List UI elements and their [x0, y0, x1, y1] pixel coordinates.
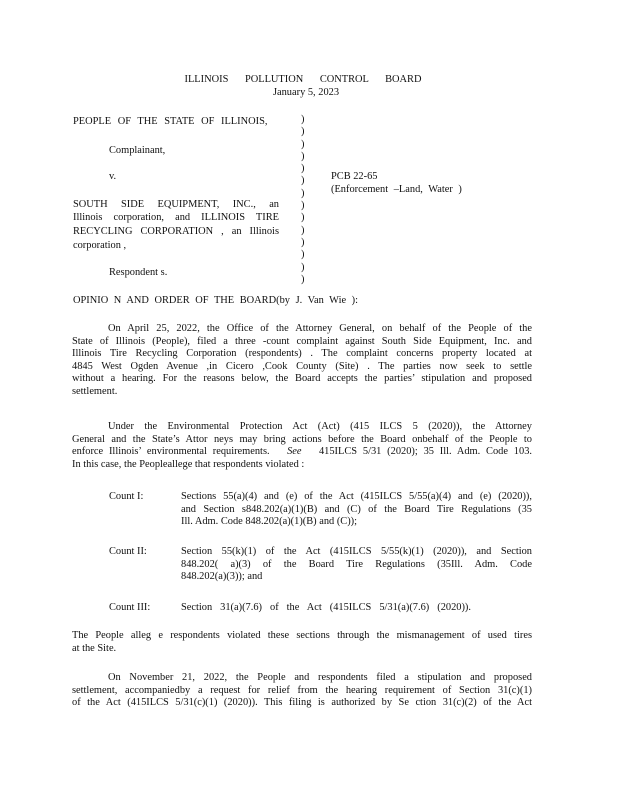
caption-party-people: PEOPLE OF THE STATE OF ILLINOIS, [73, 116, 268, 127]
paragraph-line: State of Illinois (People), filed a three -count complaint against South Side Equipment, Inc. and [72, 335, 532, 347]
caption-case-type: (Enforcement –Land, Water ) [331, 184, 462, 195]
paragraph-line: settlement. [72, 385, 118, 397]
paragraph-line: On November 21, 2022, the People and respondents filed a stipulation and proposed [108, 672, 532, 683]
text-segment: 415ILCS 5/31 (2020); 35 Ill. Adm. Code 103. [318, 446, 532, 458]
opinion-heading: OPINIO N AND ORDER OF THE BOARD(by J. Van Wie ): [73, 295, 359, 306]
paragraph-stipulation [72, 672, 532, 710]
document-date: January 5, 2023 [272, 87, 340, 98]
count-line: 848.202(a)(3)); and [181, 571, 263, 583]
caption-pcb-number: PCB 22-65 [331, 171, 378, 182]
paragraph-intro [72, 323, 532, 399]
signal-see: See [287, 446, 302, 458]
count-line: Sections 55(a)(4) and (e) of the Act (415ILCS 5/55(a)(4) and (e) (2020)), [181, 491, 532, 502]
caption-respondent-line: Illinois corporation, and ILLINOIS TIRE [73, 212, 279, 223]
caption-versus: v. [109, 171, 117, 182]
caption-parentheses: ) ) ) ) ) ) ) ) ) ) ) ) ) ) [301, 114, 305, 285]
paragraph-line: of the Act (415ILCS 5/31(c)(1) (2020)). This filing is authorized by Se ction 31(c)(2) of the Act [72, 697, 532, 709]
paragraph-line: without a hearing. For the reasons below, the Board accepts the parties’ stipulation and proposed [72, 373, 532, 385]
count-line: 848.202( a)(3) of the Board Tire Regulations (35Ill. Adm. Code [181, 558, 532, 570]
count-line: Section 31(a)(7.6) of the Act (415ILCS 5/31(a)(7.6) (2020)). [181, 602, 471, 613]
paragraph-line: In this case, the Peopleallege that respondents violated : [72, 458, 305, 470]
paragraph-line [72, 446, 532, 459]
paragraph-line: 4845 West Ogden Avenue ,in Cicero ,Cook County (Site) . The parties now seek to settle [72, 360, 532, 372]
caption-respondent-line: SOUTH SIDE EQUIPMENT, INC., an [73, 199, 279, 210]
text-segment: enforce Illinois’ environmental requirements. [72, 446, 270, 458]
caption-respondent-line: corporation , [73, 240, 127, 251]
paragraph-line: On April 25, 2022, the Office of the Attorney General, on behalf of the People of the [108, 323, 532, 334]
count-label: Count III: [109, 602, 151, 613]
count-line: and Section s848.202(a)(1)(B) and (C) of the Board Tire Regulations (35 [181, 503, 532, 515]
paragraph-line: The People alleg e respondents violated these sections through the mismanagement of used tires [72, 630, 532, 641]
paragraph-line: Under the Environmental Protection Act (Act) (415 ILCS 5 (2020)), the Attorney [108, 421, 532, 432]
paragraph-line: settlement, accompaniedby a request for relief from the hearing requirement of Section 31(c)(1) [72, 684, 532, 696]
paragraph-line: General and the State’s Attor neys may bring actions before the Board onbehalf of the People to [72, 433, 532, 445]
paragraph-authority [72, 421, 532, 471]
count-label: Count I: [109, 491, 144, 502]
count-body [181, 602, 471, 615]
paragraph-line: at the Site. [72, 642, 117, 654]
count-body [181, 546, 532, 584]
paragraph-line: Illinois Tire Recycling Corporation (respondents) . The complaint concerns property located at [72, 348, 532, 360]
agency-title: ILLINOIS POLLUTION CONTROL BOARD [184, 74, 422, 85]
count-line: Ill. Adm. Code 848.202(a)(1)(B) and (C)); [181, 516, 358, 528]
count-body [181, 491, 532, 529]
count-line: Section 55(k)(1) of the Act (415ILCS 5/55(k)(1) (2020)), and Section [181, 546, 532, 557]
count-label: Count II: [109, 546, 147, 557]
paragraph-allegation [72, 630, 532, 655]
caption-complainant: Complainant, [109, 145, 166, 156]
caption-respondents-label: Respondent s. [109, 267, 168, 278]
caption-respondent-line: RECYCLING CORPORATION , an Illinois [73, 226, 279, 237]
